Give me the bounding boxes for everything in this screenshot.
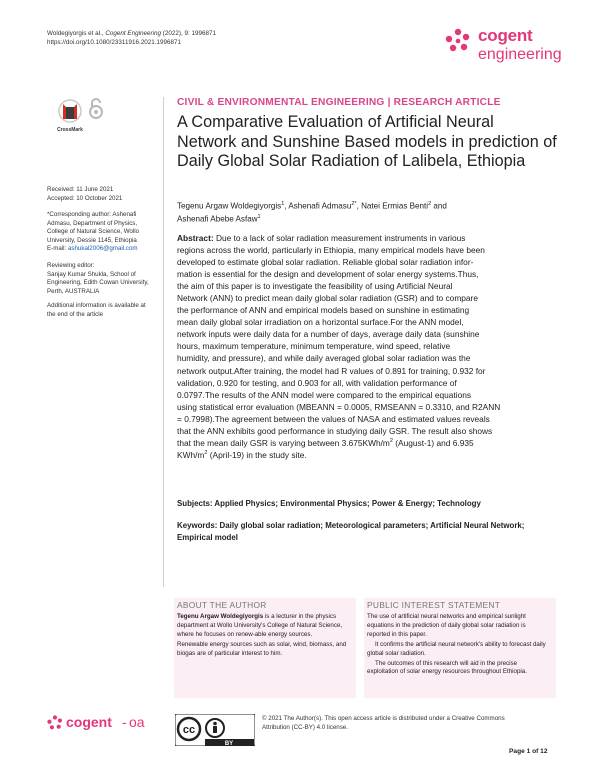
accepted-date: Accepted: 10 October 2021 — [47, 194, 123, 202]
keywords-value: Daily global solar radiation; Meteorological parameters; Artificial Neural Network; Empirical model — [177, 521, 525, 542]
cogent-oa-suffix: oa — [129, 714, 145, 730]
subjects-label: Subjects: — [177, 499, 215, 508]
citation-authors: Woldegiyorgis et al., — [47, 30, 106, 37]
cogent-oa-flower-icon — [47, 715, 63, 731]
abstract-line: hours, maximum temperature, minimum temperature, wind speed, relative — [177, 341, 451, 352]
abstract-line: that the mean daily GSR is varying between $3.675KWh/m^2$ (August-1) and 6.935 — [177, 437, 474, 448]
additional-info — [47, 302, 157, 319]
abstract-line: that the ANN exhibits good performance in studying daily GSR. The result also shows — [177, 425, 493, 436]
column-divider — [163, 97, 164, 587]
abstract-line: KWh/$m^2$ (April-19) in the study site. — [177, 449, 307, 460]
license-line: Attribution (CC-BY) 4.0 license. — [262, 724, 348, 731]
author-affiliation: 2* — [351, 201, 357, 207]
license-line: © 2021 The Author(s). This open access article is distributed under a Creative Commons — [262, 715, 505, 722]
citation-header — [47, 29, 216, 47]
reviewing-editor — [47, 262, 157, 296]
abstract-line: mation is essential for the design and development of solar energy systems.Thus, — [177, 269, 479, 280]
email-link[interactable]: ashukal2006@gmail.com — [67, 245, 138, 253]
author-name[interactable]: Natei Ermias Benti — [361, 201, 429, 211]
public-interest-paragraph: It confirms the artificial neural network's ability to forecast daily global solar radiation. — [367, 640, 546, 657]
page-number: Page 1 of 12 — [509, 748, 548, 755]
abstract-line: the aim of this paper is to investigate the feasibility of using Artificial Neural — [177, 281, 453, 292]
abstract-line: network output.After training, the model had R values of 0.891 for training, 0.932 for — [177, 365, 486, 376]
received-dates — [47, 186, 157, 203]
additional-line: Additional information is available at — [47, 302, 146, 309]
abstract-line: regions across the world, particularly in Ethiopia, many empirical models have been — [177, 245, 485, 256]
subjects — [177, 499, 552, 508]
creative-commons-by-icon[interactable] — [175, 714, 255, 746]
logo-text-cogent: cogent — [478, 26, 533, 45]
abstract-line: network inputs were daily data for a number of days, average daily data (sunshine — [177, 329, 480, 340]
keywords-label: Keywords: — [177, 521, 220, 530]
editor-line: Reviewing editor: — [47, 262, 95, 269]
editor-line: Sanjay Kumar Shukla, School of — [47, 270, 136, 278]
abstract — [177, 232, 552, 461]
cogent-oa-logo — [47, 713, 162, 733]
about-author-heading: ABOUT THE AUTHOR — [177, 600, 267, 610]
abstract-line: = 0.7998).The agreement between the values of NASA and estimated values reveals — [177, 413, 490, 424]
crossmark-icon[interactable] — [55, 98, 85, 134]
cogent-oa-text: cogent — [66, 714, 112, 730]
about-author-text: Renewable energy sources such as solar, wind, biomass, and biogas are of particular interest to him. — [177, 640, 347, 657]
public-interest-paragraph: The outcomes of this research will aid in the precise exploitation of solar energy resources throughout Ethiopia. — [367, 659, 527, 676]
editor-line: Perth, AUSTRALIA — [47, 287, 100, 295]
cogent-flower-icon — [445, 28, 471, 54]
logo-text-engineering: engineering — [478, 46, 562, 63]
svg-text:CrossMark: CrossMark — [57, 127, 83, 133]
license-statement — [262, 714, 562, 732]
about-author-box — [174, 598, 356, 698]
svg-text:cc: cc — [182, 724, 196, 736]
additional-line: the end of the article — [47, 310, 104, 318]
public-interest-body — [367, 613, 549, 678]
keywords — [177, 520, 552, 543]
cogent-oa-dash: - — [122, 714, 127, 730]
corresponding-line: *Corresponding author: Ashenafi — [47, 211, 137, 218]
author-affiliation: 1 — [281, 201, 285, 207]
corresponding-line: University, Dessie 1145, Ethiopia — [47, 236, 137, 244]
received-date: Received: 11 June 2021 — [47, 186, 114, 193]
abstract-line: Abstract: Due to a lack of solar radiation measurement instruments in various — [177, 233, 466, 243]
abstract-line: the performance of ANN and empirical models based on sunshine in estimating — [177, 305, 470, 316]
article-title: A Comparative Evaluation of Artificial Neural Network and Sunshine Based models in prediction of Daily Global Solar Radiation of Lalibela, Ethiopia — [177, 113, 557, 170]
abstract-line: mean daily global solar irradiation on a horizontal surface.For the ANN model, — [177, 317, 464, 328]
author-name[interactable]: Tegenu Argaw Woldegiyorgis — [177, 201, 282, 211]
about-author-body — [177, 613, 353, 660]
author-affiliation: 2 — [428, 201, 432, 207]
citation-volume: (2022), 9: 1996871 — [161, 30, 216, 37]
abstract-line: validation, 0.920 for testing, and 0.903 for all, with validation performance of — [177, 377, 457, 388]
abstract-line: using statistical error evaluation (MBEANN = 0.0005, RMSEANN = 0.3310, and R2ANN — [177, 401, 501, 412]
citation-journal: Cogent Engineering — [105, 30, 162, 37]
author-separator: and — [431, 201, 447, 211]
email-label: E-mail: — [47, 245, 68, 253]
author-separator: , — [284, 201, 289, 211]
public-interest-heading: PUBLIC INTEREST STATEMENT — [367, 600, 501, 610]
abstract-line: developed to estimate global solar radiation. Reliable global solar radiation infor- — [177, 257, 474, 268]
corresponding-line: Admasu, Department of Physics, — [47, 219, 138, 227]
citation-doi[interactable]: https://doi.org/10.1080/23311916.2021.1996871 — [47, 39, 181, 47]
section-label: CIVIL & ENVIRONMENTAL ENGINEERING | RESEARCH ARTICLE — [177, 97, 501, 108]
corresponding-author — [47, 211, 157, 254]
abstract-label: Abstract: — [177, 233, 214, 243]
editor-line: Engineering, Edith Cowan University, — [47, 279, 149, 287]
author-name[interactable]: Ashenafi Admasu — [288, 201, 352, 211]
about-author-text: is a lecturer in the physics department at Wollo University's College of Natural Science, where he focuses on renew-able energy sources. — [177, 613, 343, 638]
about-author-name: Tegenu Argaw Woldegiyorgis — [177, 613, 264, 620]
open-access-lock-icon — [88, 98, 104, 120]
author-affiliation: 1 — [257, 214, 261, 221]
subjects-value: Applied Physics; Environmental Physics; Power & Energy; Technology — [214, 499, 481, 508]
public-interest-box — [364, 598, 556, 698]
author-name[interactable]: Ashenafi Abebe Asfaw — [177, 214, 258, 224]
cogent-engineering-logo — [445, 18, 560, 74]
abstract-line: humidity, and pressure), and while daily averaged global solar radiation was the — [177, 353, 471, 364]
abstract-line: Network (ANN) to predict mean daily global solar radiation (GSR) and to compare — [177, 293, 478, 304]
svg-text:BY: BY — [224, 741, 234, 746]
author-separator: , — [356, 201, 362, 211]
author-list — [177, 199, 547, 225]
public-interest-paragraph: The use of artificial neural networks and empirical sunlight equations in the prediction of daily global solar radiation is reported in this paper. — [367, 613, 526, 638]
corresponding-line: College of Natural Science, Wollo — [47, 228, 140, 236]
abstract-line: 0.0797.The results of the ANN model were compared to the empirical equations — [177, 389, 472, 400]
